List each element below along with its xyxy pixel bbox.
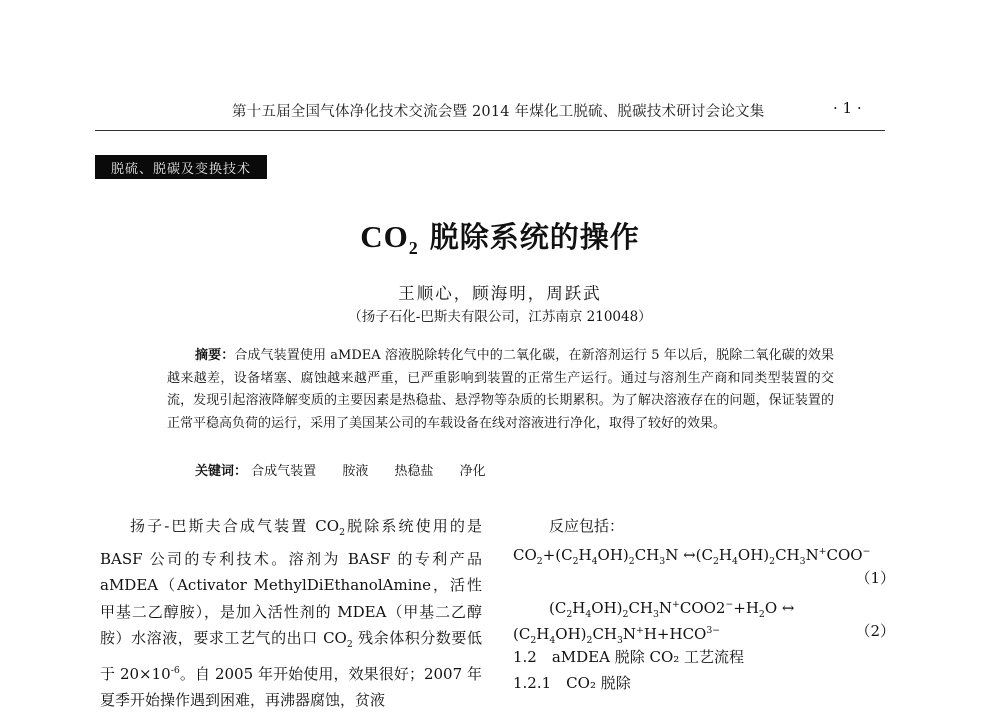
article-title — [0, 215, 1000, 259]
section-tag: 脱硫、脱碳及变换技术 — [95, 155, 267, 179]
equation-number: （2） — [855, 621, 895, 640]
superscript: -6 — [170, 665, 180, 677]
reactions-label: 反应包括： — [549, 517, 625, 535]
abstract-label: 摘要： — [195, 348, 235, 363]
title-rest: 脱除系统的操作 — [418, 220, 640, 254]
subscript: 2 — [339, 527, 345, 538]
equation-1: $CO_2+(C_2H_4OH)_2CH_3N$ $\leftrightarrow(C_2H_4OH)_2CH_3N^+COO^-$ — [513, 546, 871, 568]
text-run: 扬子-巴斯夫合成气装置 CO — [130, 517, 340, 535]
keyword: 热稳盐 — [394, 464, 434, 479]
page-number: · 1 · — [833, 99, 862, 117]
keywords — [195, 460, 508, 479]
body-left-column — [100, 513, 482, 713]
subscript: 2 — [346, 638, 353, 650]
title-prefix: CO — [360, 219, 409, 254]
title-subscript: 2 — [408, 238, 419, 259]
text-run: 。自 2005 年开始使用，效果很好；2007 年夏季开始操作遇到困难，再沸器腐蚀，贫液 — [100, 665, 483, 710]
running-header: 第十五届全国气体净化技术交流会暨 2014 年煤化工脱硫、脱碳技术研讨会论文集 — [232, 104, 765, 120]
equation-2b: $(C_2H_4OH)_2CH_3N^+H+HCO^{3-}$ （2） — [513, 618, 895, 644]
text-run: 脱除系统使用的是 BASF 公司的专利技术。溶剂为 BASF 的专利产品 aMDEA（Activator MethylDiEthanolAmine，活性甲基二乙醇胺），是加入活性剂的 MDEA（甲基二乙醇胺）水溶液，要求工艺气的出口 CO — [100, 517, 482, 647]
title-co2 — [360, 219, 419, 259]
header-rule — [95, 130, 885, 131]
subsection-heading: 1.2.1 CO₂ 脱除 — [513, 674, 631, 693]
text-run: 残余体积分数要低于 20×10 — [100, 628, 482, 684]
authors: 王顺心，顾海明，周跃武 — [398, 284, 602, 303]
keyword: 合成气装置 — [251, 464, 317, 479]
keyword: 净化 — [459, 464, 486, 479]
abstract — [167, 345, 834, 436]
body-paragraph — [100, 513, 482, 713]
abstract-text: 合成气装置使用 aMDEA 溶液脱除转化气中的二氧化碳，在新溶剂运行 5 年以后，脱除二氧化碳的效果越来越差，设备堵塞、腐蚀越来越严重，已严重影响到装置的正常生产运行。通过与溶剂生产商和同类型装置的交流，发现引起溶液降解变质的主要因素是热稳盐、悬浮物等杂质的长期累积。为了解决溶液存在的问题，保证装置的正常平稳高负荷的运行，采用了美国某公司的车载设备在线对溶液进行净化，取得了较好的效果。 — [167, 348, 834, 432]
keyword: 胺液 — [342, 464, 369, 479]
section-heading: 1.2 aMDEA 脱除 CO₂ 工艺流程 — [513, 647, 745, 666]
body-right-column — [513, 513, 895, 696]
equation-number: （1） — [855, 569, 895, 588]
keywords-label: 关键词： — [195, 464, 248, 479]
equation-2a: $(C_2H_4OH)_2CH_3N^+COO2^-+H_2O$ ↔ — [549, 598, 795, 620]
equation-1-number-line — [513, 565, 895, 591]
affiliation: （扬子石化-巴斯夫有限公司，江苏南京 210048） — [348, 309, 652, 325]
